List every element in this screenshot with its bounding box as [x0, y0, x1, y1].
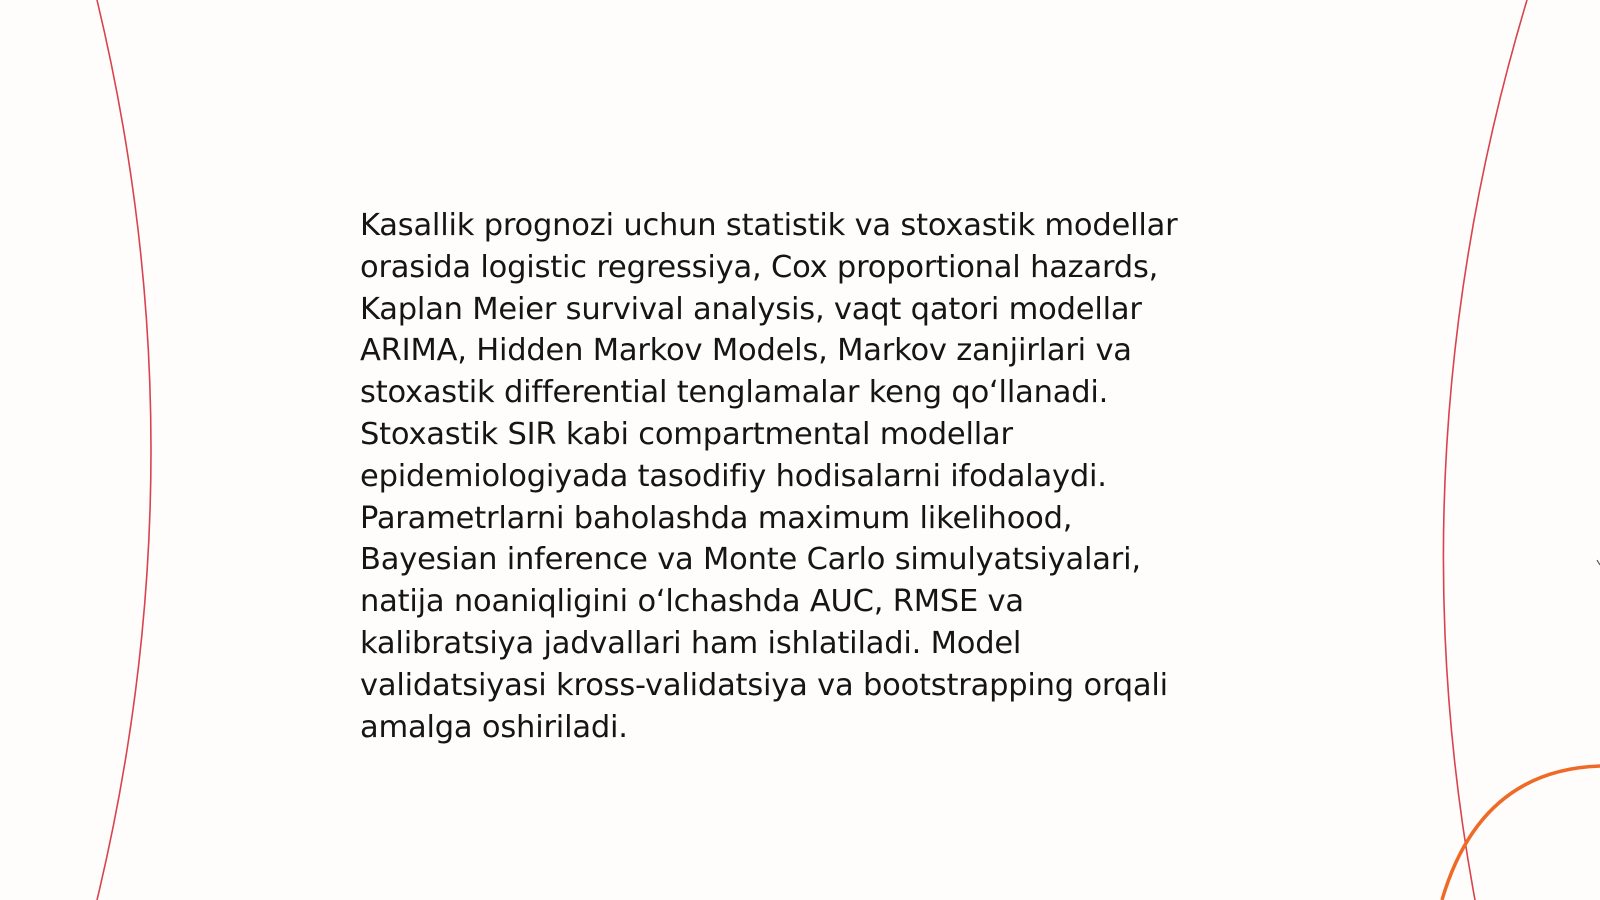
left-curve-line: [97, 0, 151, 900]
slide-body-text: Kasallik prognozi uchun statistik va stoxastik modellar orasida logistic regressiya, Cox proportional hazards, Kaplan Meier survival analysis, vaqt qatori modellar ARIMA, Hidden Markov Models, Markov zanjirlari va stoxastik differential tenglamalar keng qo‘llanadi. Stoxastik SIR kabi compartmental modellar epidemiologiyada tasodifiy hodisalarni ifodalaydi. Parametrlarni baholashda maximum likelihood, Bayesian inference va Monte Carlo simulyatsiyalari, natija noaniqligini o‘lchashda AUC, RMSE va kalibratsiya jadvallari ham ishlatiladi. Model validatsiyasi kross-validatsiya va bootstrapping orqali amalga oshiriladi.: [360, 208, 1178, 745]
right-curve-line: [1443, 0, 1527, 900]
orange-arc: [1442, 766, 1600, 900]
